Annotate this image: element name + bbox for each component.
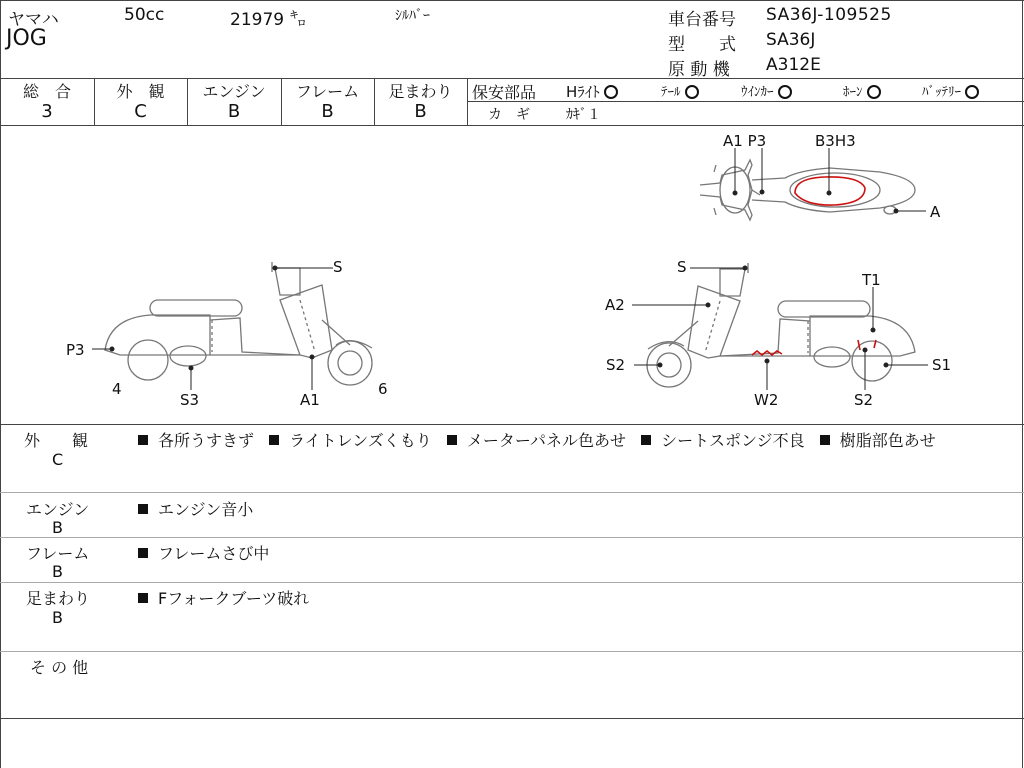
label-left-s: S	[333, 258, 343, 276]
suspension-grade: B	[414, 101, 427, 122]
note-item: エンジン音小	[158, 500, 254, 519]
scooter-left-side-view	[105, 262, 372, 385]
suspension-grade-label: 足まわり	[388, 82, 453, 101]
notes-frame-label: フレーム	[26, 544, 90, 563]
notes-suspension-label: 足まわり	[26, 589, 91, 608]
label-left-a1: A1	[300, 391, 320, 409]
body-color: ｼﾙﾊﾞｰ	[395, 8, 430, 24]
notes-suspension-items	[138, 586, 309, 609]
frame-grade-label: フレーム	[295, 82, 360, 101]
label-top-a1p3: A1 P3	[723, 132, 767, 150]
ok-circle-icon	[965, 85, 979, 99]
label-top-a: A	[930, 203, 941, 221]
total-grade: 3	[41, 101, 53, 122]
engine-grade-label: エンジン	[202, 82, 266, 101]
label-right-w2: W2	[754, 391, 779, 409]
note-item: ライトレンズくもり	[289, 431, 432, 450]
exterior-grade-label: 外 観	[116, 82, 165, 101]
key-label: カ ギ	[488, 107, 530, 123]
ok-circle-icon	[685, 85, 699, 99]
label-right-s1: S1	[932, 356, 952, 374]
ok-circle-icon	[867, 85, 881, 99]
type-value: SA36J	[766, 30, 816, 50]
notes-engine-items	[138, 497, 253, 520]
label-left-6: 6	[378, 380, 388, 398]
notes-engine-label: エンジン	[26, 500, 90, 519]
chassis-label: 車台番号	[668, 10, 736, 30]
safety-headlight: Hﾗｲﾄ	[566, 81, 618, 102]
chassis-number: SA36J-109525	[766, 5, 892, 25]
note-item: 各所うすきず	[158, 431, 255, 450]
note-item: シートスポンジ不良	[661, 431, 805, 450]
label-right-s2-front: S2	[606, 356, 626, 374]
maker-name: ヤマハ	[8, 10, 59, 30]
note-item: メーターパネル色あせ	[466, 431, 627, 450]
safety-tail: ﾃｰﾙ	[661, 81, 699, 100]
exterior-grade: C	[134, 101, 147, 122]
total-grade-label: 総 合	[22, 82, 71, 101]
notes-suspension-grade: B	[52, 608, 63, 627]
safety-battery: ﾊﾞｯﾃﾘｰ	[922, 81, 979, 100]
notes-frame-items	[138, 541, 269, 564]
ok-circle-icon	[778, 85, 792, 99]
notes-exterior-grade: C	[52, 450, 64, 469]
safety-parts-label: 保安部品	[472, 83, 537, 102]
mileage: 21979 ㌔	[230, 10, 307, 30]
notes-frame-grade: B	[52, 562, 63, 581]
key-value: ｶｷﾞ１	[566, 107, 601, 123]
engine-model-value: A312E	[766, 55, 821, 75]
notes-exterior-label: 外 観	[24, 431, 89, 450]
notes-exterior-items	[138, 428, 936, 451]
label-left-4: 4	[112, 380, 122, 398]
safety-winker: ｳｲﾝｶｰ	[741, 81, 792, 100]
note-item: Fフォークブーツ破れ	[158, 589, 310, 608]
note-item: 樹脂部色あせ	[839, 431, 936, 450]
ok-circle-icon	[604, 85, 618, 99]
note-item: フレームさび中	[158, 544, 270, 563]
label-right-s: S	[677, 258, 687, 276]
engine-grade: B	[227, 101, 241, 122]
displacement: 50cc	[124, 5, 165, 25]
label-right-a2: A2	[605, 296, 625, 314]
model-name: JOG	[6, 26, 47, 51]
label-left-p3: P3	[66, 341, 85, 359]
frame-grade: B	[321, 101, 334, 122]
type-label: 型 式	[668, 35, 736, 55]
safety-horn: ﾎｰﾝ	[843, 81, 881, 100]
scooter-top-view	[700, 160, 915, 220]
label-top-b3h3: B3H3	[815, 132, 856, 150]
label-right-t1: T1	[862, 271, 881, 289]
engine-model-label: 原 動 機	[668, 60, 730, 80]
notes-engine-grade: B	[52, 518, 63, 537]
label-right-s2-rear: S2	[854, 391, 874, 409]
notes-other-label: そ の 他	[30, 658, 89, 677]
label-left-s3: S3	[180, 391, 200, 409]
